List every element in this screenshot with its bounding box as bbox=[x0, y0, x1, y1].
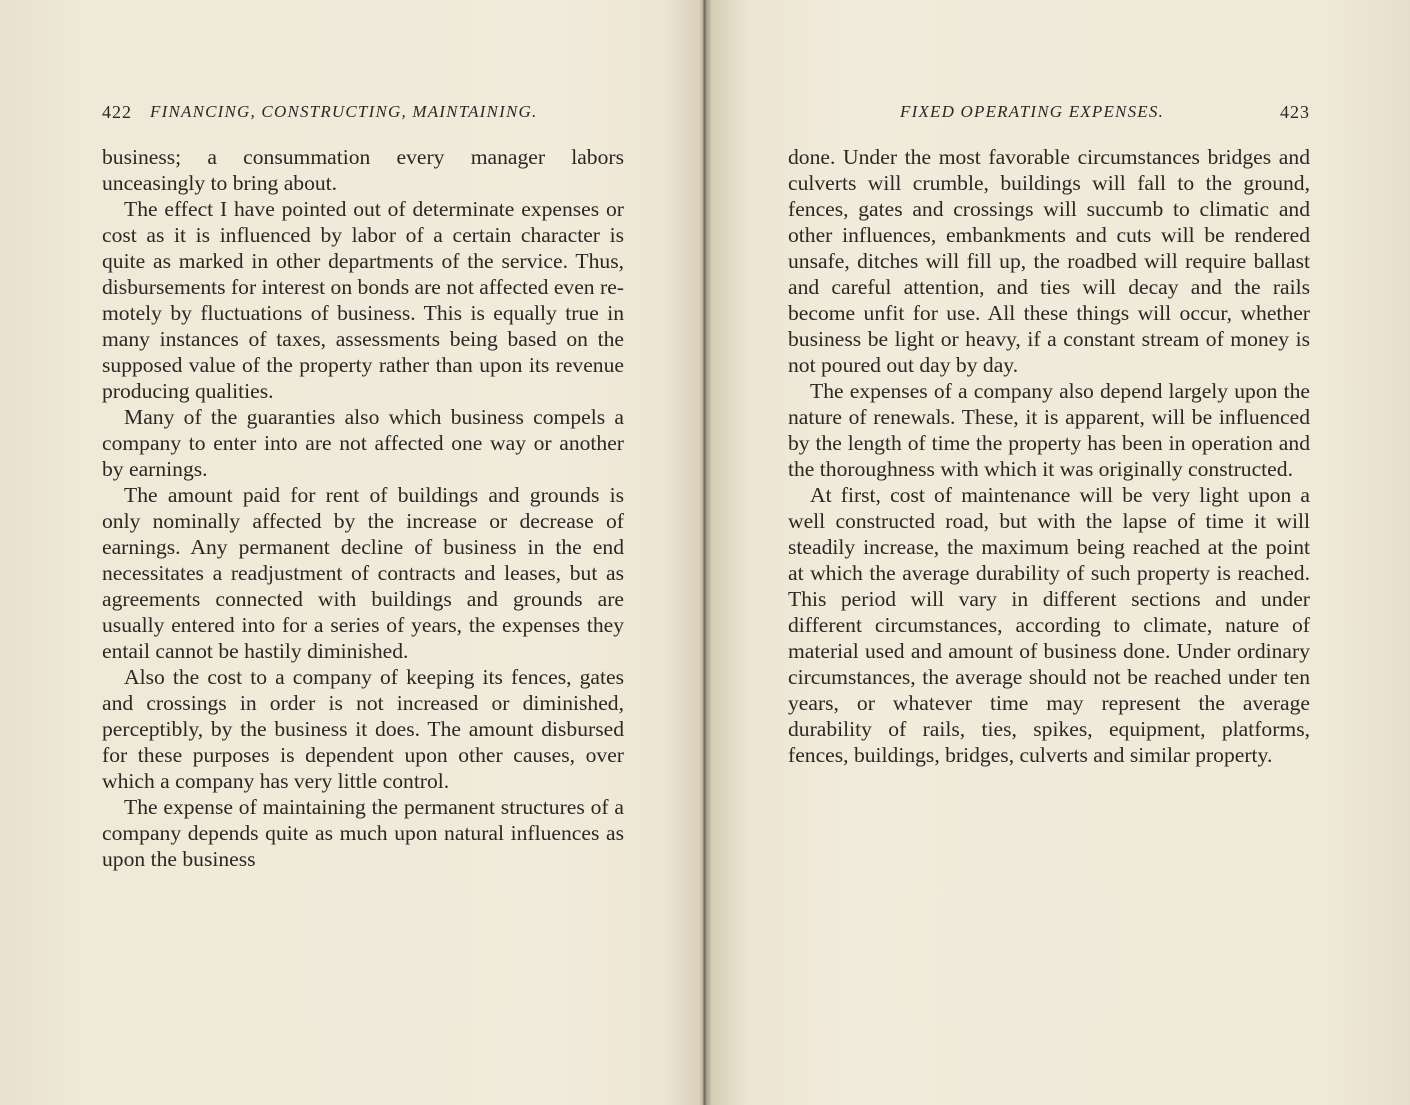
left-page bbox=[0, 0, 703, 1105]
left-running-head bbox=[102, 100, 624, 124]
left-body-text bbox=[102, 144, 624, 872]
right-body-text bbox=[788, 144, 1310, 768]
paragraph: The expenses of a company also depend largely upon the nature of renewals. These, it is apparent, will be influenced by the length of time the property has been in operation and the thoroughness with which it was originally constructed. bbox=[788, 379, 1310, 481]
paragraph: done. Under the most favorable circumstances bridges and culverts will crumble, buildings will fall to the ground, fences, gates and crossings will succumb to climatic and other influences, embankments and cuts will be rendered unsafe, ditches will fill up, the roadbed will require ballast and careful attention, and ties will decay and the rails become unfit for use. All these things will occur, whether business be light or heavy, if a constant stream of money is not poured out day by day. bbox=[788, 145, 1310, 377]
right-running-title: FIXED OPERATING EXPENSES. bbox=[900, 102, 1165, 121]
paragraph: The effect I have pointed out of determinate expenses or cost as it is influenced by labor of a certain character is quite as marked in other departments of the service. Thus, disbursements for interest on bonds are not affected even remotely by fluctuations of business. This is equally true in many instances of taxes, assessments being based on the supposed value of the property rather than upon its revenue producing qualities. bbox=[102, 197, 624, 403]
left-page-number: 422 bbox=[102, 102, 132, 122]
left-running-title: FINANCING, CONSTRUCTING, MAINTAINING. bbox=[150, 102, 538, 121]
right-running-head bbox=[788, 100, 1310, 124]
right-page bbox=[706, 0, 1410, 1105]
paragraph: At first, cost of maintenance will be very light upon a well constructed road, but with the lapse of time it will steadily increase, the maximum being reached at the point at which the average durability of such property is reached. This period will vary in different sections and under different circumstances, according to climate, nature of material used and amount of business done. Under ordinary circumstances, the average should not be reached under ten years, or whatever time may represent the average durability of rails, ties, spikes, equipment, platforms, fences, buildings, bridges, culverts and similar property. bbox=[788, 483, 1310, 767]
paragraph: Many of the guaranties also which business compels a company to enter into are not affected one way or another by earnings. bbox=[102, 405, 624, 481]
right-page-number: 423 bbox=[1280, 102, 1310, 122]
paragraph: The amount paid for rent of buildings and grounds is only nominally affected by the increase or decrease of earnings. Any permanent decline of business in the end necessitates a readjustment of contracts and leases, but as agreements connected with buildings and grounds are usually entered into for a series of years, the expenses they entail cannot be hastily diminished. bbox=[102, 483, 624, 663]
paragraph: The expense of maintaining the permanent structures of a company depends quite as much upon natural influences as upon the business bbox=[102, 795, 624, 871]
paragraph: business; a consummation every manager labors unceasingly to bring about. bbox=[102, 145, 624, 195]
paragraph: Also the cost to a company of keeping its fences, gates and crossings in order is not increased or diminished, perceptibly, by the business it does. The amount disbursed for these purposes is dependent upon other causes, over which a company has very little control. bbox=[102, 665, 624, 793]
